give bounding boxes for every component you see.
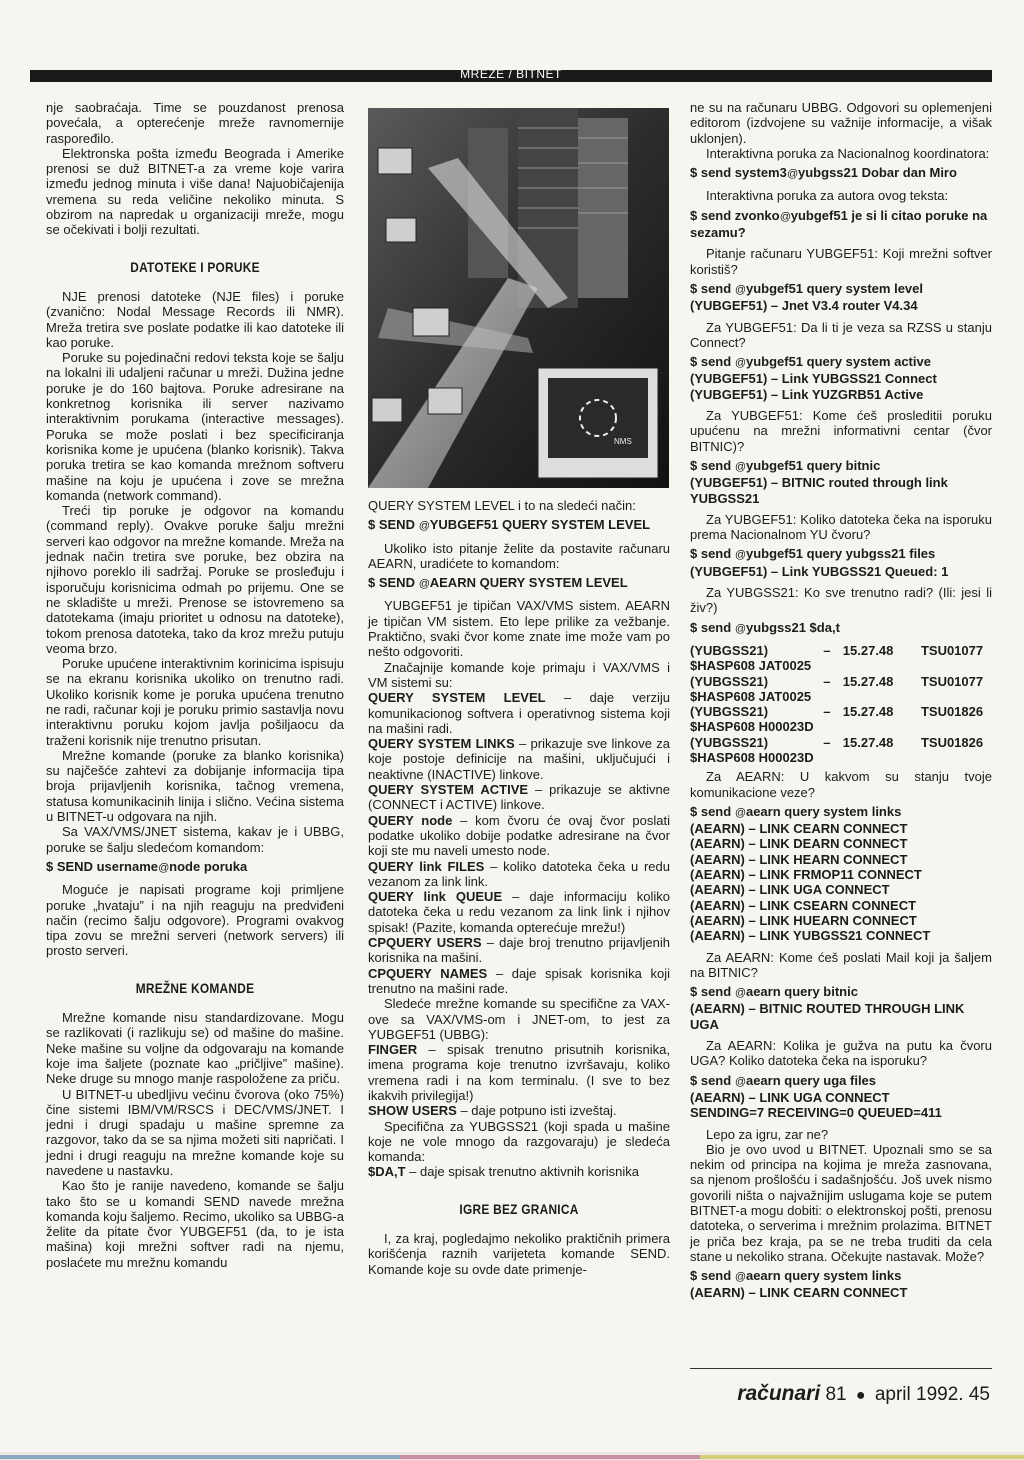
command-example: $ send @yubgef51 query system active (YUBGEF51) – Link YUBGSS21 Connect (YUBGEF51) – Link YUZGRB51 Active [690,354,937,402]
command-example: $ send system3@yubgss21 Dobar dan Miro [690,165,957,181]
svg-text:NMS: NMS [614,437,632,446]
section-heading: IGRE BEZ GRANICA [459,1200,579,1217]
paragraph: Za YUBGEF51: Da li ti je veza sa RZSS u stanju Connect? [690,319,992,350]
issue-number: 81 [825,1384,847,1405]
output-row: (YUBGSS21) – 15.27.48 TSU01826 [690,704,984,720]
scan-color-strip [0,1446,1024,1460]
link-status-line: (AEARN) – LINK YUBGSS21 CONNECT [690,928,931,944]
paragraph: Bio je ovo uvod u BITNET. Upoznali smo se sa nekim od principa na kojima je mreža zasnovana, sa njenom prošlošću i sadašnjošću. Još uvek nismo govorili ništa o najvažnijim uslugama koje se putem BITNET-a mogu dobiti: o elektronskoj pošti, prenosu datoteka, o serverima i mrežnim prolazima. BITNET je priča bez kraja, pa se ne treba truditi da cela stane u nekoliko strana. Očekujte nastavak. Može? [690,1141,992,1264]
link-status-line: (AEARN) – LINK HEARN CONNECT [690,851,908,867]
paragraph: I, za kraj, pogledajmo nekoliko praktičnih primera korišćenja raznih varijeteta komande SEND. Komande koje su ovde date primenje- [368,1231,670,1277]
command-example: $ send @yubgss21 $da,t [690,619,840,635]
command-description: QUERY SYSTEM ACTIVE – prikazuje se aktivne (CONNECT i ACTIVE) linkove. [368,782,670,813]
paragraph: Mrežne komande (poruke za blanko korisnika) su najčešće zahtevi za dobijanje informacija tipa broja prijavljenih korisnika, tačnog vremena, statusa komunikacinih linija i slično. Većina sistema u BITNET-u odgovara na njih. [46,747,344,825]
paragraph: Ukoliko isto pitanje želite da postavite računaru AEARN, uradićete to komandom: [368,540,670,571]
paragraph: U BITNET-u ubedljivu većinu čvorova (oko 75%) čine sistemi IBM/VM/RSCS i DEC/VMS/JNET. I jedni i drugi spadaju u mašine spremne za razgovor, tako da se sa njima možeti siti napričati. I jedni i drugi reaguju na mrežne komande koje su navedene u nastavku. [46,1086,344,1178]
paragraph: Za YUBGEF51: Kome ćeš prosleditii poruku upućenu na mrežni informativni centar (čvor BITNIC)? [690,408,992,454]
command-example: $ send @yubgef51 query yubgss21 files (YUBGEF51) – Link YUBGSS21 Queued: 1 [690,546,949,579]
command-example: $ send @yubgef51 query system level (YUBGEF51) – Jnet V3.4 router V4.34 [690,280,923,314]
magazine-name: računari [737,1382,821,1405]
output-row: $HASP608 H00023D [690,719,814,735]
command-example: $ send @aearn query uga files (AEARN) – LINK UGA CONNECT SENDING=7 RECEIVING=0 QUEUED=411 [690,1072,942,1121]
link-status-line: (AEARN) – LINK UGA CONNECT [690,882,890,898]
paragraph: NJE prenosi datoteke (NJE files) i poruke (zvanično: Nodal Message Records ili NMR). Mreža tretira sve poslate podatke ili kao datoteke ili kao poruke. [46,288,344,350]
paragraph: YUBGEF51 je tipičan VAX/VMS sistem. AEARN je tipičan VM sistem. Eto lepe prilike za vežbanje. Praktično, svaki čvor kome znate ime može vam po nešto odgovoriti. [368,598,670,660]
paragraph: Specifična za YUBGSS21 (koji spada u mašine koje ne vole mnogo da razgovaraju) je sledeća komanda: [368,1118,670,1165]
page-footer [737,1382,990,1406]
command-description: QUERY link FILES – koliko datoteka čeka u redu vezanom za link link. [368,858,670,889]
output-row: $HASP608 JAT0025 [690,688,812,704]
link-status-line: (AEARN) – LINK CSEARN CONNECT [690,897,917,913]
command-example: $ send zvonko@yubgef51 je si li citao poruke na sezamu? [690,207,988,241]
command-description: QUERY SYSTEM LINKS – prikazuje sve linkove za koje postoje definicije na mašini, uključujući i neaktivne (INACTIVE) linkove. [368,736,670,782]
paragraph: Poruke upućene interaktivnim korinicima ispisuju se na ekranu korisnika ukoliko on trenutno radi. Ukoliko korisnik kome je poruka upućena trenutno ne radi, računar koji je poruku primio sastavlja novu interaktivnu poruku kojom javlja pošiljaocu da traženi korisnik nije trenutno prisutan. [46,656,344,748]
paragraph: Interaktivna poruka za autora ovog teksta: [706,188,949,204]
output-row: $HASP608 H00023D [690,749,814,765]
footer-rule [690,1368,992,1369]
command-example: $ send @aearn query system links (AEARN) – LINK CEARN CONNECT [690,1268,908,1301]
paragraph: Mrežne komande nisu standardizovane. Mogu se razlikovati (i razlikuju se) od mašine do mašine. Neke mašine su voljne da odgovaraju na komande koje ima šaljete (poznate kao „pričljive” mašine). Neke druge su mnogo manje raspoložene za priču. [46,1010,344,1087]
paragraph: Lepo za igru, zar ne? [706,1126,829,1142]
paragraph: Za AEARN: Kolika je gužva na putu ka čvoru UGA? Koliko datoteka čeka na isporuku? [690,1038,992,1069]
paragraph: Značajnije komande koje primaju i VAX/VMS i VM sistemi su: [368,659,670,690]
column-1 [46,100,344,1270]
paragraph: Sledeće mrežne komande su specifične za VAX-ove sa VAX/VMS-om i JNET-om, to jest za YUBGEF51 (UBBG): [368,996,670,1042]
section-header-bar [30,67,992,82]
command-description: CPQUERY NAMES – daje spisak korisnika koji trenutno na mašini rade. [368,965,670,996]
paragraph: QUERY SYSTEM LEVEL i to na sledeći način: [368,498,636,513]
output-row: (YUBGSS21) – 15.27.48 TSU01077 [690,642,984,658]
command-description: QUERY link QUEUE – daje informaciju koliko datoteka čeka u redu vezanom za link link i njihov spisak! (Pazite, komanda opterećuje mrežu!) [368,889,670,935]
output-row: (YUBGSS21) – 15.27.48 TSU01826 [690,734,984,750]
command-example: $ send @aearn query bitnic (AEARN) – BITNIC ROUTED THROUGH LINK UGA [690,984,965,1032]
link-status-line: (AEARN) – LINK DEARN CONNECT [690,836,908,852]
section-heading: DATOTEKE I PORUKE [130,258,260,275]
paragraph: Interaktivna poruka za Nacionalnog koordinatora: [706,145,990,161]
command-example: $ send @aearn query system links (AEARN) – LINK CEARN CONNECT (AEARN) – LINK DEARN CONNECT (AEARN) – LINK HEARN CONNECT (AEARN) – LINK FRMOP11 CONNECT (AEARN) – LINK UGA CONNECT (AEARN) – LINK CSEARN CONNECT (AEARN) – LINK HUEARN CONNECT (AEARN) – LINK YUBGSS21 CONNECT [690,803,931,944]
paragraph: Za AEARN: Kome ćeš poslati Mail koji ja šaljem na BITNIC? [690,949,992,980]
paragraph: Kao što je ranije navedeno, komande se šalju tako što se u komandi SEND navede mrežna komanda koju šaljemo. Recimo, ukoliko sa UBBG-a želite da pitate čvor YUBGEF51 (da, to je ista mašina) koji mrežni softver radi na njemu, poslaćete mu mrežnu komandu [46,1178,344,1270]
command-output [690,643,992,765]
link-status-line: (AEARN) – LINK HUEARN CONNECT [690,912,917,928]
network-illustration [368,108,669,488]
link-status-line: (AEARN) – LINK CEARN CONNECT [690,821,908,837]
command-description: CPQUERY USERS – daje broj trenutno prijavljenih korisnika na mašini. [368,935,670,966]
command-example: $ SEND username@node poruka [46,858,248,874]
command-description: SHOW USERS – daje potpuno isti izveštaj. [368,1103,617,1119]
command-example: $ send @yubgef51 query bitnic (YUBGEF51) – BITNIC routed through link YUBGSS21 [690,457,948,506]
issue-date: april 1992. [874,1384,964,1405]
paragraph: Za AEARN: U kakvom su stanju tvoje komunikacione veze? [690,769,992,800]
command-description: QUERY SYSTEM LEVEL – daje verziju komunikacionog softvera i operativnog sistema koji na mašini radi. [368,690,670,736]
command-example: $ SEND @AEARN QUERY SYSTEM LEVEL [368,575,628,591]
page-number: 45 [968,1384,990,1405]
output-row: $HASP608 JAT0025 [690,658,812,674]
command-description: FINGER – spisak trenutno prisutnih korisnika, imena programa koje trenutno izvršavaju, koliko vremena radi i na kom terminalu. (I sve to bez ikakvih privilegija!) [368,1042,670,1103]
paragraph: Poruke su pojedinačni redovi teksta koje se šalju na lokalni ili udaljeni računar u mreži. Dužina jedne poruke je do 160 bajtova. Poruke adresirane na konkretnog korisnika ili server nazivamo interaktivnim porukama (interactive messages). Poruka se može poslati i bez specificiranja korisnika kome je upućena (blanko korisnik). Takva poruka tretira se kao komanda mrežnom softveru mašine na koju je upućena i zove se mrežna komanda (network command). [46,350,344,503]
paragraph: Za YUBGEF51: Koliko datoteka čeka na isporuku prema Nacionalnom YU čvoru? [690,511,992,543]
paragraph: Treći tip poruke je odgovor na komandu (command reply). Ovakve poruke šalju mrežni serveri kao odgovor na mrežne komande. Mreža na jednak način tretira sve poruke, bez obzira na njihovo poreklo ili sadržaj. Poruke se prosleđuju i isporučuju korisnicima odmah po prijemu. One se ne skladište u mreži. Prenose se istovremeno sa datotekama (imaju prioritet u odnosu na datoteke), tokom prenosa datoteka, tako da kroz mrežu putuju veoma brzo. [46,503,344,656]
command-description: $DA,T – daje spisak trenutno aktivnih korisnika [368,1164,639,1180]
link-status-line: (AEARN) – LINK FRMOP11 CONNECT [690,867,922,883]
bullet-separator: ● [855,1387,866,1404]
paragraph: Pitanje računaru YUBGEF51: Koji mrežni softver koristiš? [690,246,992,277]
paragraph: Elektronska pošta između Beograda i Amerike prenosi se duž BITNET-a za vreme koje varira između jednog minuta i više dana! Najuobičajenija vremena su reda veličine nekoliko minuta. S obzirom na napredak u organizaciji mreže, mogu se očekivati i bolji rezultati. [46,145,344,238]
output-row: (YUBGSS21) – 15.27.48 TSU01077 [690,673,984,689]
paragraph: nje saobraćaja. Time se pouzdanost prenosa povećala, a opterećenje mreže ravnomernije raspoređilo. [46,100,344,146]
column-2 [368,498,670,1277]
command-description: QUERY node – kom čvoru će ovaj čvor poslati podatke ukoliko dobije podatke adresirane na čvor koji ste mu naveli umesto node. [368,812,670,859]
paragraph: ne su na računaru UBBG. Odgovori su oplemenjeni editorom (izdvojene su važnije informacije, a višak uklonjen). [690,100,992,146]
section-title: MREŽE / BITNET [460,67,562,81]
command-example: $ SEND @YUBGEF51 QUERY SYSTEM LEVEL [368,517,651,533]
column-3 [690,100,992,1307]
section-heading: MREŽNE KOMANDE [135,979,255,996]
paragraph: Moguće je napisati programe koji primljene poruke „hvataju” i na njih reaguju na predviđeni način (recimo šalju odgovore). Programi ovakvog tipa zovu se mrežni serveri (network servers) ili prosto serveri. [46,882,344,959]
paragraph: Sa VAX/VMS/JNET sistema, kakav je i UBBG, poruke se šalju sledećom komandom: [46,824,344,855]
paragraph: Za YUBGSS21: Ko sve trenutno radi? (Ili: jesi li živ?) [690,585,992,616]
